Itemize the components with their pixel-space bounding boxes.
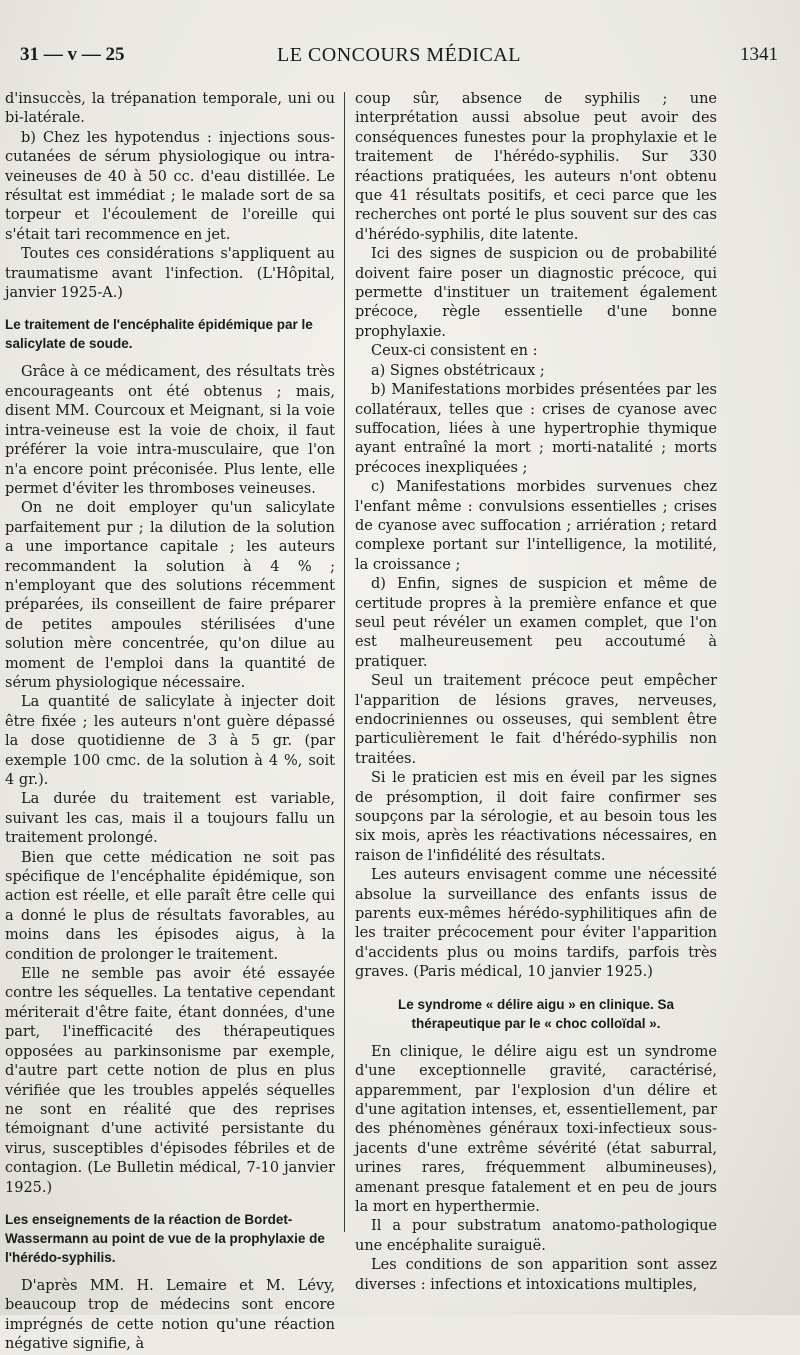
paragraph: coup sûr, absence de syphilis ; une interprétation aussi absolue peut avoir des conséquences funestes pour la prophylaxie et le traitement de l'hérédo-syphilis. Sur 330 réactions pratiquées, les auteurs n'ont obtenu que 41 résultats positifs, et ceci parce que les recherches ont porté le plus souvent sur des cas d'hérédo-syphilis, dite latente. — [355, 91, 717, 243]
paragraph: Seul un traitement précoce peut empêcher l'apparition de lésions graves, nerveuses, endocriniennes ou osseuses, qui semblent être particulièrement le fait d'hérédo-syphilis non traitées. — [355, 673, 717, 767]
paragraph: d'insuccès, la trépanation temporale, uni ou bi-latérale. — [5, 91, 335, 127]
paragraph: Ceux-ci consistent en : — [371, 343, 538, 360]
section-heading: Le syndrome « délire aigu » en clinique. Sa thérapeutique par le « choc colloïdal ». — [397, 996, 675, 1031]
column-divider — [344, 92, 345, 1232]
section-heading: Les enseignements de la réaction de Bordet-Wassermann au point de vue de la prophylaxie de l'hérédo-syphilis. — [5, 1211, 325, 1265]
paragraph: Les auteurs envisagent comme une nécessité absolue la surveillance des enfants issus de parents eux-mêmes hérédo-syphilitiques afin de les traiter précocement pour éviter l'apparition d'accidents plus ou moins tardifs, parfois très graves. (Paris médical, 10 janvier 1925.) — [355, 867, 717, 981]
page-header — [20, 44, 778, 72]
section-heading: Le traitement de l'encéphalite épidémique par le salicylate de soude. — [5, 317, 313, 352]
list-item: b) Manifestations morbides présentées par les collatéraux, telles que : crises de cyanose avec suffocation, liées à une hypertrophie thymique ayant entraîné la mort ; morti-natalité ; morts précoces inexpliquées ; — [355, 382, 717, 476]
list-item: d) Enfin, signes de suspicion et même de certitude propres à la première enfance et que seul peut révéler un examen complet, que l'on est malheureusement peu accoutumé à pratiquer. — [355, 576, 717, 670]
signs-list — [355, 362, 717, 673]
paragraph: La quantité de salicylate à injecter doit être fixée ; les auteurs n'ont guère dépassé la dose quotidienne de 3 à 5 gr. (par exemple 100 cmc. de la solution à 4 %, soit 4 gr.). — [5, 694, 335, 788]
header-page-number: 1341 — [740, 44, 778, 65]
list-item: c) Manifestations morbides survenues chez l'enfant même : convulsions essentielles ; crises de cyanose avec suffocation ; arriération ; retard complexe portant sur l'intelligence, la motilité, la croissance ; — [355, 479, 717, 573]
paragraph: Ici des signes de suspicion ou de probabilité doivent faire poser un diagnostic précoce, qui permette d'instituer un traitement également précoce, règle essentielle d'une bonne prophylaxie. — [355, 246, 717, 340]
paragraph: La durée du traitement est variable, suivant les cas, mais il a toujours fallu un traitement prolongé. — [5, 791, 335, 847]
paragraph: b) Chez les hypotendus : injections sous-cutanées de sérum physiologique ou intra-veineuses de 40 à 50 cc. d'eau distillée. Le résultat est immédiat ; le malade sort de sa torpeur et l'écoulement de l'oreille qui s'était tari recommence en jet. — [5, 129, 335, 243]
right-column — [355, 90, 717, 1295]
header-date: 31 — v — 25 — [20, 44, 125, 65]
paragraph: Si le praticien est mis en éveil par les signes de présomption, il doit faire confirmer ses soupçons par la sérologie, et au besoin tous les six mois, après les réactivations nécessaires, en raison de l'infidélité des résultats. — [355, 770, 717, 864]
paragraph: On ne doit employer qu'un salicylate parfaitement pur ; la dilution de la solution a une importance capitale ; les auteurs recommandent la solution à 4 % ; n'employant que des solutions récemment préparées, ils conseillent de faire préparer de petites ampoules stérilisées d'une solution mère concentrée, qu'on dilue au moment de l'emploi dans la quantité de sérum physiologique nécessaire. — [5, 500, 335, 691]
paragraph: Elle ne semble pas avoir été essayée contre les séquelles. La tentative cependant mériterait d'être faite, étant données, d'une part, l'inefficacité des thérapeutiques opposées au parkinsonisme par exemple, d'autre part cette notion de plus en plus vérifiée que les troubles appelés séquelles ne sont en réalité que des reprises témoignant d'une activité persistante du virus, susceptibles d'épisodes fébriles et de contagion. (Le Bulletin médical, 7-10 janvier 1925.) — [5, 966, 335, 1196]
left-column — [5, 90, 335, 1355]
paragraph: Toutes ces considérations s'appliquent au traumatisme avant l'infection. (L'Hôpital, janvier 1925-A.) — [5, 246, 335, 302]
paragraph: Il a pour substratum anatomo-pathologique une encéphalite suraiguë. — [355, 1218, 717, 1254]
list-item: a) Signes obstétricaux ; — [371, 362, 545, 379]
paragraph: En clinique, le délire aigu est un syndrome d'une exceptionnelle gravité, caractérisé, apparemment, par l'explosion d'un délire et d'une agitation intenses, et, essentiellement, par des phénomènes généraux toxi-infectieux sous-jacents d'une extrême sévérité (état saburral, urines rares, fréquemment albumineuses), amenant presque fatalement et en peu de jours la mort en hyperthermie. — [355, 1043, 717, 1215]
paragraph: Les conditions de son apparition sont assez diverses : infections et intoxications multiples, — [355, 1257, 717, 1293]
paragraph: Grâce à ce médicament, des résultats très encourageants ont été obtenus ; mais, disent MM. Courcoux et Meignant, si la voie intra-veineuse est la voie de choix, il faut préférer la voie intra-musculaire, que l'on n'a encore point préconisée. Plus lente, elle permet d'éviter les thromboses veineuses. — [5, 364, 335, 497]
paragraph: Bien que cette médication ne soit pas spécifique de l'encéphalite épidémique, son action est réelle, et elle paraît être celle qui a donné le plus de résultats favorables, au moins dans les épisodes aigus, à la condition de prolonger le traitement. — [5, 849, 335, 963]
paragraph: D'après MM. H. Lemaire et M. Lévy, beaucoup trop de médecins sont encore imprégnés de cette notion qu'une réaction négative signifie, à — [5, 1277, 335, 1353]
header-journal-title: LE CONCOURS MÉDICAL — [277, 44, 521, 66]
